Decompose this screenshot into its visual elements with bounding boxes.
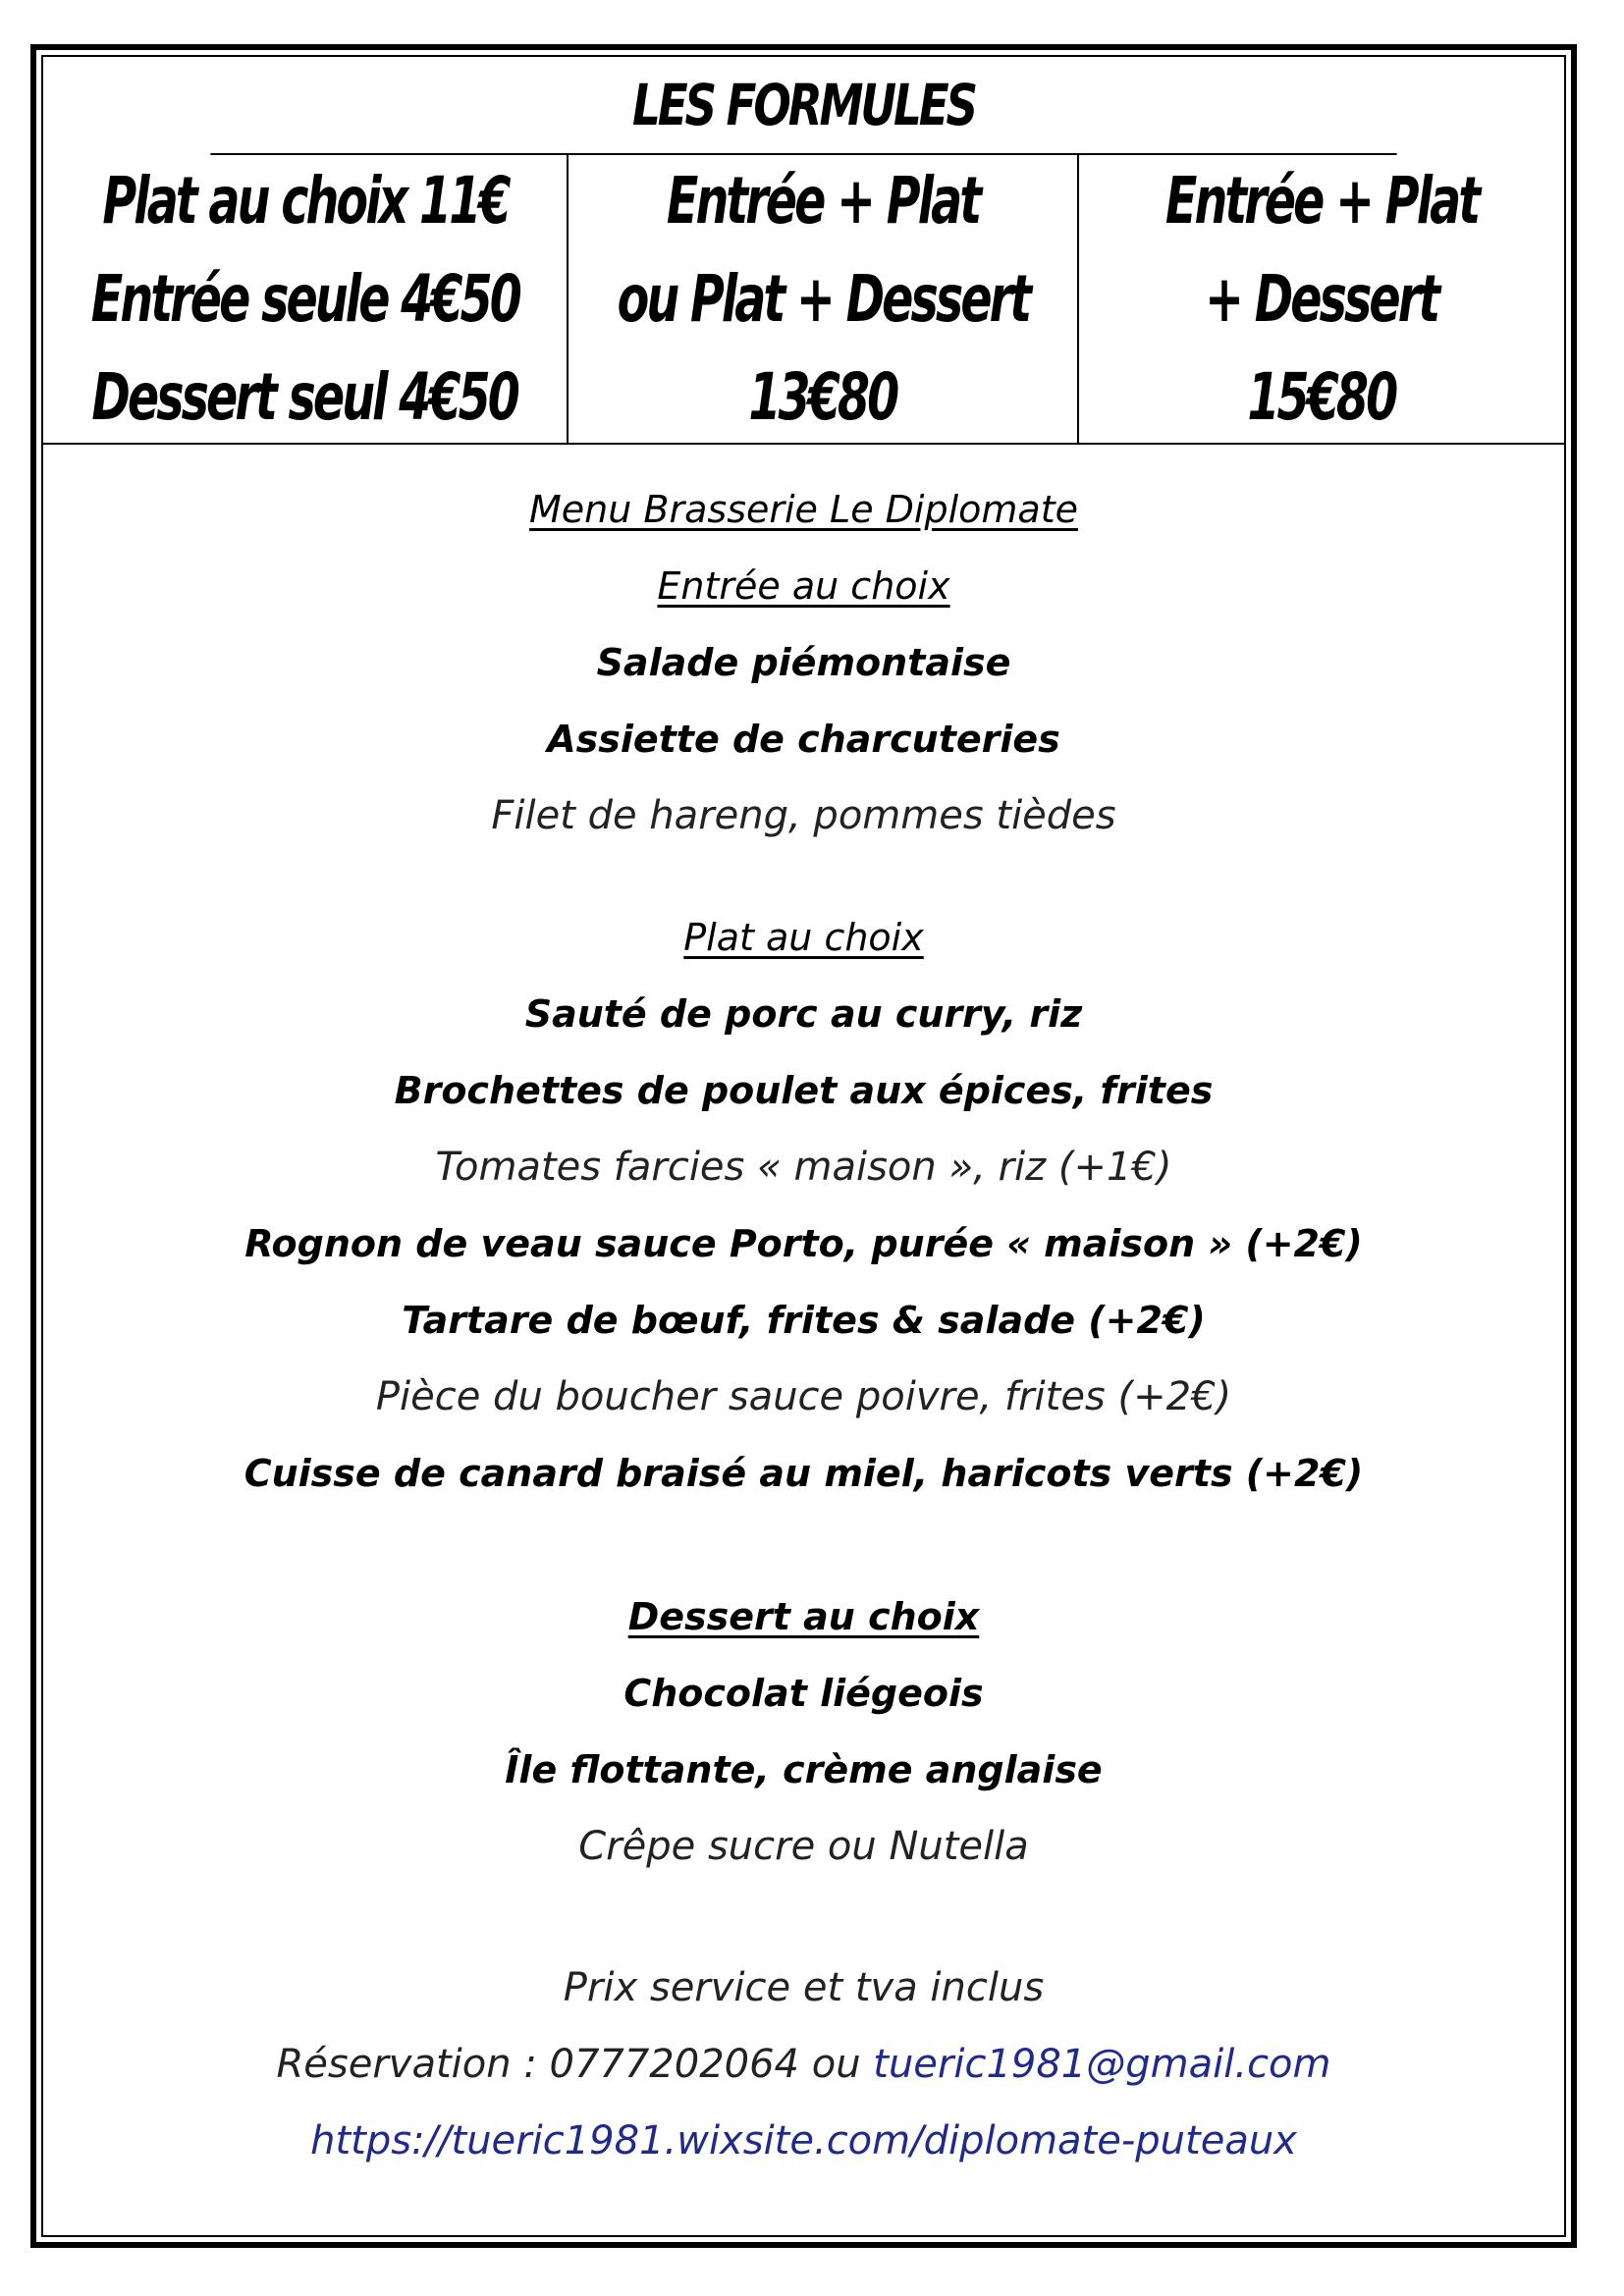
plat-item: Tomates farcies « maison », riz (+1€) — [435, 1145, 1172, 1190]
formule-line: Entrée + Plat — [666, 162, 980, 239]
entree-item: Filet de hareng, pommes tièdes — [491, 793, 1116, 838]
menu-body — [41, 471, 1566, 2179]
plat-item: Tartare de bœuf, frites & salade (+2€) — [402, 1299, 1206, 1342]
price-note: Prix service et tva inclus — [563, 1965, 1045, 2010]
plat-item: Brochettes de poulet aux épices, frites — [394, 1069, 1214, 1112]
desserts-heading: Dessert au choix — [627, 1595, 980, 1638]
formules-table — [41, 55, 1566, 445]
plat-item: Cuisse de canard braisé au miel, haricots verts (+2€) — [244, 1452, 1364, 1495]
dessert-item: Crêpe sucre ou Nutella — [578, 1824, 1029, 1869]
formule-line: ou Plat + Dessert — [617, 260, 1029, 337]
formule-line: Entrée + Plat — [1164, 162, 1479, 239]
reservation-label: Réservation : 0777202064 ou — [276, 2042, 874, 2087]
email-link[interactable]: tueric1981@gmail.com — [873, 2042, 1331, 2087]
formule-a-la-carte — [43, 155, 567, 443]
formule-price: 13€80 — [748, 358, 897, 435]
dessert-item: Chocolat liégeois — [623, 1672, 984, 1715]
website-link[interactable]: https://tueric1981.wixsite.com/diplomate-puteaux — [310, 2118, 1297, 2163]
formule-deux-plats — [567, 155, 1077, 443]
plat-item: Rognon de veau sauce Porto, purée « maison » (+2€) — [244, 1222, 1363, 1265]
formules-row — [43, 155, 1564, 443]
entree-item: Salade piémontaise — [596, 641, 1011, 684]
formule-price: 15€80 — [1247, 358, 1396, 435]
formule-line: + Dessert — [1205, 260, 1438, 337]
formule-line: Dessert seul 4€50 — [91, 358, 518, 435]
formules-title: LES FORMULES — [210, 57, 1396, 155]
menu-title: Menu Brasserie Le Diplomate — [529, 488, 1078, 531]
plat-item: Sauté de porc au curry, riz — [524, 992, 1083, 1036]
reservation-line — [41, 2026, 1566, 2103]
plats-heading: Plat au choix — [683, 916, 924, 959]
dessert-item: Île flottante, crème anglaise — [505, 1748, 1103, 1791]
entree-item: Assiette de charcuteries — [547, 718, 1060, 761]
formule-line: Entrée seule 4€50 — [90, 260, 519, 337]
formule-line: Plat au choix 11€ — [101, 162, 509, 239]
formule-trois-plats — [1077, 155, 1564, 443]
plat-item: Pièce du boucher sauce poivre, frites (+2€) — [375, 1374, 1232, 1419]
entrees-heading: Entrée au choix — [657, 564, 950, 608]
